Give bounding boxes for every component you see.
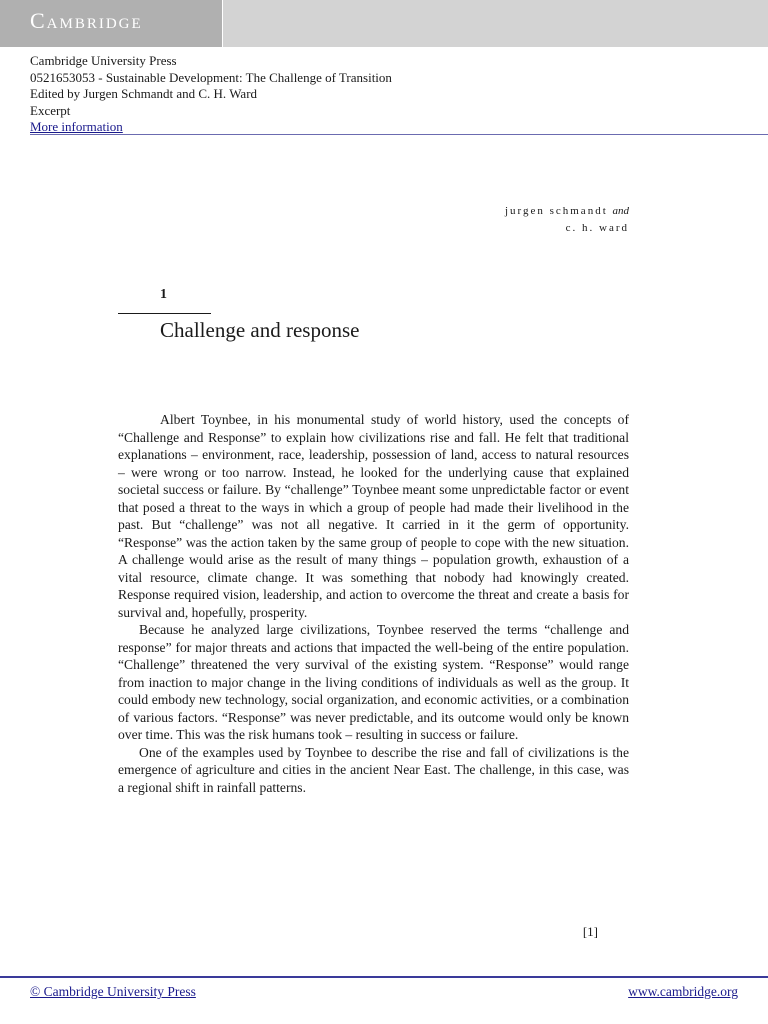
header-banner [0,0,768,47]
more-information-link[interactable]: More information [30,119,123,134]
paragraph-3: One of the examples used by Toynbee to describe the rise and fall of civilizations is the emergence of agriculture and cities in the ancient Near East. The challenge, in this case, was a regional shift in rainfall patterns. [118,744,629,795]
paragraph-2: Because he analyzed large civilizations, Toynbee reserved the terms “challenge and response” for major threats and actions that impacted the well-being of the entire population. “Challenge” threatened the very survival of the existing system. “Response” would range from inaction to major change in the living conditions of individuals as well as the group. It could embody new technology, social organization, and economic activities, or a combination of various factors. “Response” was never predictable, and its outcome would only be known over time. This was the risk humans took – resulting in success or failure. [118,622,629,742]
copyright-link[interactable]: © Cambridge University Press [30,984,196,999]
book-metadata [30,53,392,136]
chapter-number: 1 [160,287,167,302]
isbn-title: 0521653053 - Sustainable Development: The Challenge of Transition [30,69,392,85]
cambridge-logo[interactable] [0,0,223,47]
body-text [118,411,629,796]
chapter-rule [118,313,211,314]
author-conjunction: and [612,205,629,217]
website-link[interactable]: www.cambridge.org [628,984,738,999]
chapter-authors [505,203,629,237]
footer-divider [0,976,768,978]
excerpt-label: Excerpt [30,102,71,118]
author-1: jurgen schmandt [504,205,608,217]
editors-line: Edited by Jurgen Schmandt and C. H. Ward [30,86,258,101]
author-2: c. h. ward [565,222,629,234]
publisher-name: Cambridge University Press [30,53,177,68]
logo-text: Cambridge [30,8,143,33]
paragraph-1: Albert Toynbee, in his monumental study of world history, used the concepts of “Challenge and Response” to explain how civilizations rise and fall. He felt that traditional explanations – environment, race, leadership, possession of land, access to natural resources – were wrong or too narrow. Instead, he looked for the underlying cause that explained societal success or failure. By “challenge” Toynbee meant some unpredictable factor or event that posed a threat to the ways in which a group of people had made their livelihood in the past. But “challenge” was not all negative. It carried in it the germ of opportunity. “Response” was the action taken by the same group of people to cope with the new situation. A challenge would arise as the result of many things – population growth, exhaustion of a vital resource, climate change. It was something that nobody had knowingly created. Response required vision, leadership, and action to overcome the threat and create a basis for survival and, hopefully, prosperity. [118,412,629,620]
header-divider [30,134,768,135]
page-number: [1] [582,924,598,939]
chapter-title: Challenge and response [160,318,360,342]
